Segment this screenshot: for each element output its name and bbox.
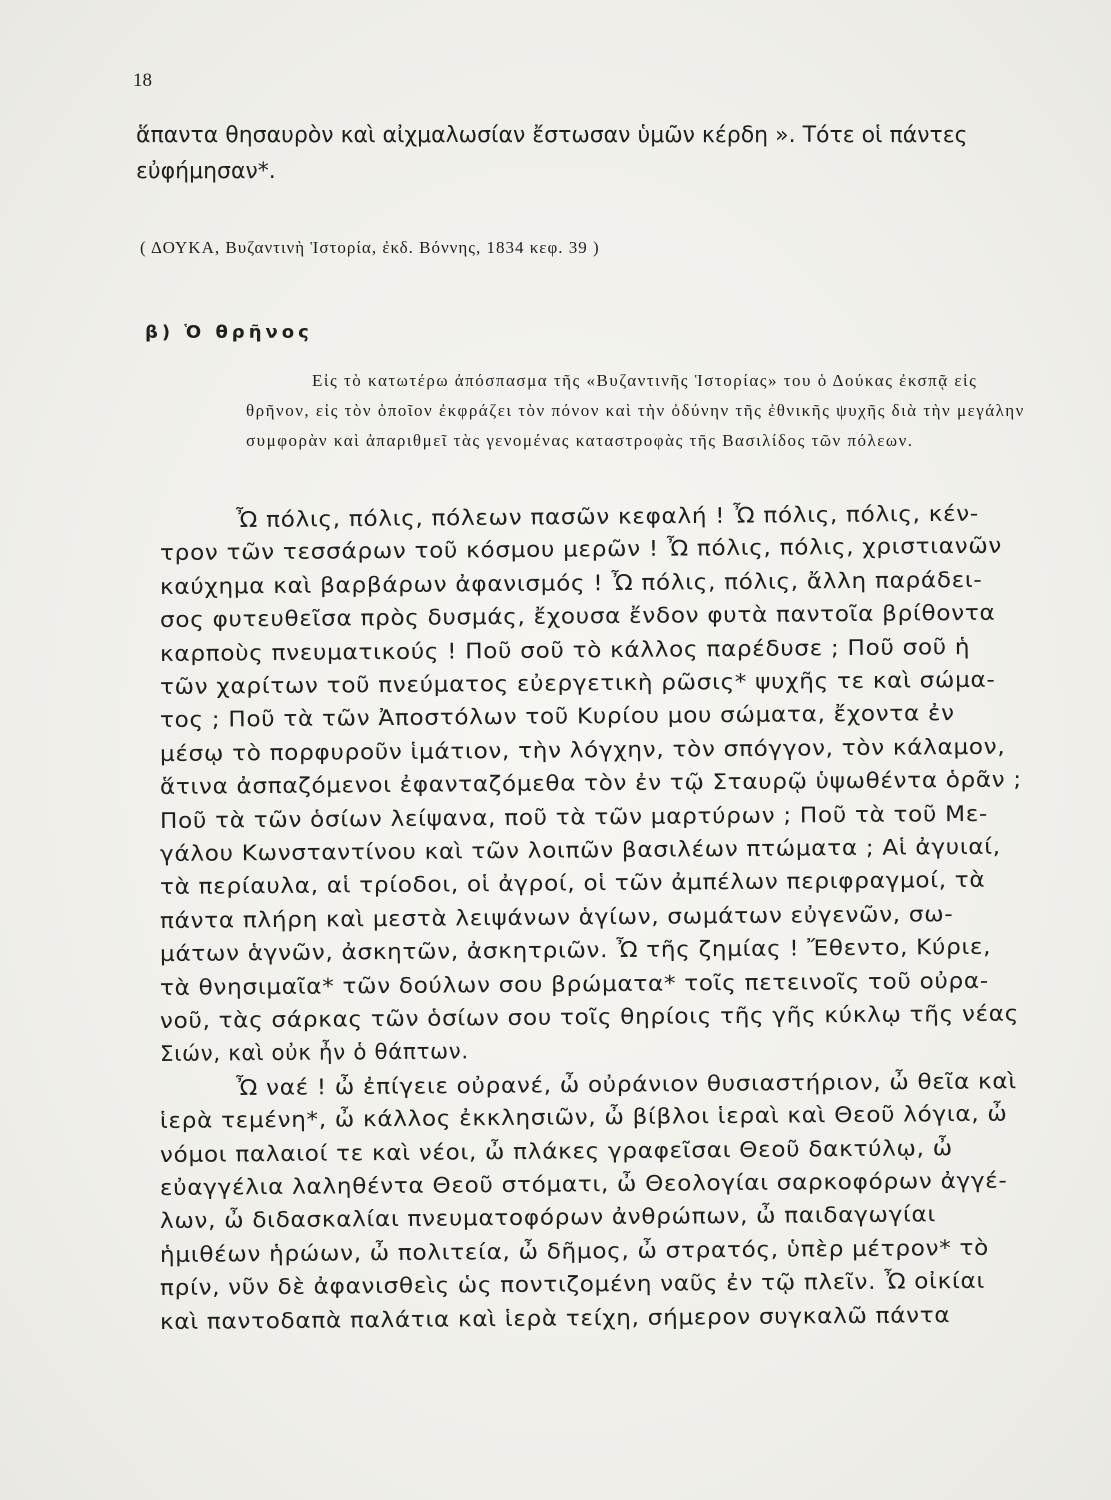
text-line: τὰ περίαυλα, αἱ τρίοδοι, οἱ ἀγροί, οἱ τῶν ἀμπέλων περιφραγμοί, τὰ	[159, 868, 986, 901]
text-line: εὐαγγέλια λαληθέντα Θεοῦ στόματι, ὦ Θεολογίαι σαρκοφόρων ἀγγέ-	[159, 1168, 1008, 1201]
text-line: λων, ὦ διδασκαλίαι πνευματοφόρων ἀνθρώπων, ὦ παιδαγωγίαι	[159, 1202, 937, 1235]
text-line: τῶν χαρίτων τοῦ πνεύματος εὐεργετικὴ ρῶσις* ψυχῆς τε καὶ σώμα-	[159, 667, 996, 700]
quote-ending-paragraph: ἅπαντα θησαυρὸν καὶ αἰχμαλωσίαν ἔστωσαν ὑμῶν κέρδη ». Τότε οἱ πάντες εὐφήμησαν*.	[136, 123, 968, 184]
section-heading: β) Ὁ θρῆνος	[145, 322, 313, 343]
text-line: καύχημα καὶ βαρβάρων ἀφανισμός ! Ὦ πόλις, πόλις, ἄλλη παράδει-	[159, 567, 983, 600]
text-line: ἡμιθέων ἡρώων, ὦ πολιτεία, ὦ δῆμος, ὦ στρατός, ὑπὲρ μέτρον* τὸ	[159, 1235, 990, 1268]
text-line: πρίν, νῦν δὲ ἀφανισθεὶς ὡς ποντιζομένη ναῦς ἐν τῷ πλεῖν. Ὦ οἰκίαι	[159, 1268, 986, 1302]
intro-text: Εἰς τὸ κατωτέρω ἀπόσπασμα τῆς «Βυζαντινῆς Ἱστορίας» του ὁ Δούκας ἐκσπᾷ εἰς θρῆνον, εἰς τὸν ὁποῖον ἐκφράζει τὸν πόνον καὶ τὴν ὀδύνην τῆς ἐθνικῆς ψυχῆς διὰ τὴν μεγάλην συμφορὰν καὶ ἀπαριθμεῖ τὰς γενομένας καταστροφὰς τῆς Βασιλίδος τῶν πόλεων.	[246, 371, 1025, 450]
page-number: 18	[133, 70, 152, 91]
text-line: ἅτινα ἀσπαζόμενοι ἐφανταζόμεθα τὸν ἐν τῷ Σταυρῷ ὑψωθέντα ὁρᾶν ;	[159, 767, 1022, 801]
text-line: Σιών, καὶ οὐκ ἦν ὁ θάπτων.	[159, 1039, 469, 1068]
text-line: Ποῦ τὰ τῶν ὁσίων λείψανα, ποῦ τὰ τῶν μαρτύρων ; Ποῦ τὰ τοῦ Με-	[159, 801, 989, 834]
text-line: τὰ θνησιμαῖα* τῶν δούλων σου βρώματα* τοῖς πετεινοῖς τοῦ οὐρα-	[159, 968, 989, 1001]
text-line: νοῦ, τὰς σάρκας τῶν ὁσίων σου τοῖς θηρίοις τῆς γῆς κύκλῳ τῆς νέας	[159, 1001, 1020, 1034]
text-line: μάτων ἁγνῶν, ἀσκητῶν, ἀσκητριῶν. Ὦ τῆς ζημίας ! Ἔθεντο, Κύριε,	[159, 934, 992, 968]
text-line: νόμοι παλαιοί τε καὶ νέοι, ὦ πλάκες γραφεῖσαι Θεοῦ δακτύλῳ, ὦ	[159, 1135, 953, 1168]
text-line: Ὦ πόλις, πόλις, πόλεων πασῶν κεφαλή ! Ὦ πόλις, πόλις, κέν-	[235, 501, 979, 533]
text-line: μέσῳ τὸ πορφυροῦν ἱμάτιον, τὴν λόγχην, τὸν σπόγγον, τὸν κάλαμον,	[159, 734, 1006, 767]
text-line: καρποὺς πνευματικούς ! Ποῦ σοῦ τὸ κάλλος παρέδυσε ; Ποῦ σοῦ ἡ	[159, 634, 971, 667]
source-citation: ( ΔΟΥΚΑ, Βυζαντινὴ Ἱστορία, ἐκδ. Βόννης, 1834 κεφ. 39 )	[140, 238, 600, 257]
text-line: τρον τῶν τεσσάρων τοῦ κόσμου μερῶν ! Ὦ πόλις, πόλις, χριστιανῶν	[159, 534, 1003, 567]
text-line: πάντα πλήρη καὶ μεστὰ λειψάνων ἁγίων, σωμάτων εὐγενῶν, σω-	[159, 901, 954, 934]
text-line: καὶ παντοδαπὰ παλάτια καὶ ἱερὰ τείχη, σήμερον συγκαλῶ πάντα	[159, 1302, 951, 1335]
text-line: ἱερὰ τεμένη*, ὦ κάλλος ἐκκλησιῶν, ὦ βίβλοι ἱεραὶ καὶ Θεοῦ λόγια, ὦ	[159, 1101, 1008, 1135]
text-line: σος φυτευθεῖσα πρὸς δυσμάς, ἔχουσα ἔνδον φυτὰ παντοῖα βρίθοντα	[159, 600, 996, 634]
text-line: τος ; Ποῦ τὰ τῶν Ἀποστόλων τοῦ Κυρίου μου σώματα, ἔχοντα ἐν	[159, 701, 955, 734]
text-line: γάλου Κωνσταντίνου καὶ τῶν λοιπῶν βασιλέων πτώματα ; Αἱ ἀγυιαί,	[159, 834, 1001, 867]
text-line: Ὦ ναέ ! ὦ ἐπίγειε οὐρανέ, ὦ οὐράνιον θυσιαστήριον, ὦ θεῖα καὶ	[235, 1068, 1017, 1101]
